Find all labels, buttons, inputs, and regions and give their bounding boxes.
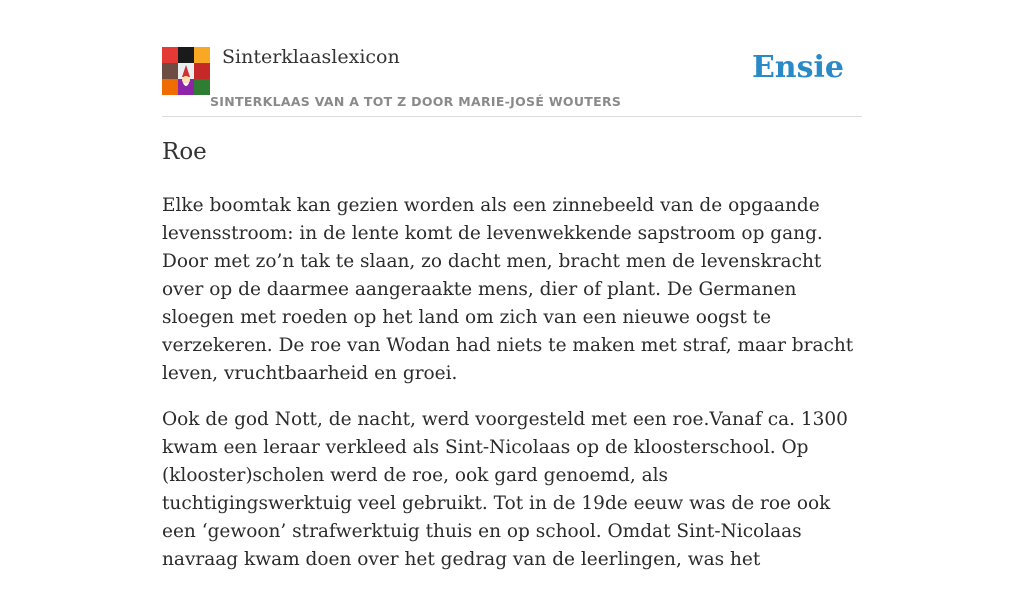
ensie-logo-link[interactable]: Ensie: [751, 50, 844, 85]
blog-header: [162, 44, 862, 117]
blog-name-link[interactable]: Sinterklaaslexicon: [222, 46, 400, 68]
article-paragraph: Ook de god Nott, de nacht, werd voorgesteld met een roe.Vanaf ca. 1300 kwam een leraar verkleed als Sint-Nicolaas op de kloosterschool. Op (klooster)scholen werd de roe, ook gard genoemd, als tuchtigingswerktuig veel gebruikt. Tot in de 19de eeuw was de roe ook een ‘gewoon’ strafwerktuig thuis en op school. Omdat Sint-Nicolaas navraag kwam doen over het gedrag van de leerlingen, was het: [162, 409, 848, 570]
blog-avatar[interactable]: [162, 47, 210, 95]
blog-tagline: SINTERKLAAS VAN A TOT Z DOOR MARIE-JOSÉ WOUTERS: [210, 94, 622, 109]
sinterklaas-collage-image: [162, 47, 210, 95]
article-body: [162, 192, 862, 592]
article-title: Roe: [162, 139, 207, 165]
article-paragraph: Elke boomtak kan gezien worden als een zinnebeeld van de opgaande levensstroom: in de lente komt de levenwekkende sapstroom op gang. Door met zo’n tak te slaan, zo dacht men, bracht men de levenskracht over op de daarmee aangeraakte mens, dier of plant. De Germanen sloegen met roeden op het land om zich van een nieuwe oogst te verzekeren. De roe van Wodan had niets te maken met straf, maar bracht leven, vruchtbaarheid en groei.: [162, 195, 854, 384]
